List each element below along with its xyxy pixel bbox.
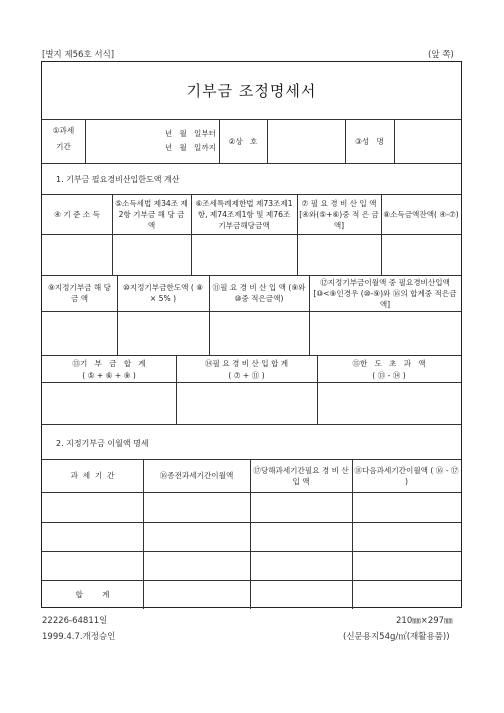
expense-inclusion-2-header: ⑪필 요 경 비 산 입 액 (⑨와⑩중 적은금액) [212, 283, 306, 303]
base-income-header: ④ 기 준 소 득 [54, 209, 100, 219]
donation-73-field[interactable] [191, 234, 297, 275]
current-inclusion-header: ⑰당해과세기간필요 경 비 산 입 액 [253, 465, 349, 486]
section2-title: 2. 지정기부금 이월액 명세 [56, 439, 149, 448]
table-row-1-next[interactable] [352, 492, 461, 522]
form-title: 기부금 조정명세서 [186, 82, 317, 100]
section1-title: 1. 기부금 필요경비산입한도액 계산 [56, 175, 180, 184]
next-carryover-header: ⑱다음과세기간이월액 ( ⑯ - ⑰ ) [354, 465, 459, 486]
donation-total-formula: ( ⑤ + ⑥ + ⑨ ) [82, 370, 136, 380]
table-row-2-prior[interactable] [143, 522, 250, 551]
table-row-3-prior[interactable] [143, 551, 250, 580]
designated-limit-field[interactable] [117, 311, 209, 355]
period-label-2: 기간 [56, 141, 71, 151]
page-side: (앞 쪽) [428, 50, 454, 60]
prior-carryover-header: ⑯종전과세기간이월액 [159, 471, 234, 480]
carryover-inclusion-header: ⑫지정기부금이월액 중 필요경비산입액[⑩<⑨인경우 (⑩-⑨)와 ⑯의 합계중 적은금액] [313, 277, 457, 309]
table-row-3-period[interactable] [42, 551, 143, 580]
company-field[interactable] [267, 119, 345, 163]
form-code: 22226-64811일 [42, 616, 108, 626]
excess-amount-header: ⑮한 도 초 과 액 [352, 358, 426, 368]
income-balance-header: ⑧소득금액잔액( ④-⑦) [383, 209, 459, 219]
donation-73-header: ⑥조세특례제한법 제73조제1항, 제74조제1항 및 제76조 기부금해당금액 [195, 198, 293, 230]
donation-34-header: ⑤소득세법 제34조 제2항 기부금 해 당 금 액 [115, 198, 188, 230]
base-income-field[interactable] [42, 234, 112, 275]
total-current-field[interactable] [250, 580, 352, 608]
table-row-1-prior[interactable] [143, 492, 250, 522]
period-to[interactable]: 년 월 일까지 [164, 142, 216, 152]
donation-total-field[interactable] [42, 382, 176, 424]
period-label: ①과세 [52, 125, 75, 135]
expense-inclusion-field[interactable] [297, 234, 381, 275]
designated-donation-field[interactable] [42, 311, 117, 355]
designated-limit-header: ⑩지정기부금한도액 ( ⑧ × 5% ) [122, 283, 204, 303]
table-row-2-current[interactable] [250, 522, 352, 551]
table-row-3-current[interactable] [250, 551, 352, 580]
table-row-2-next[interactable] [352, 522, 461, 551]
designated-donation-header: ⑨지정기부금 해 당 금 액 [48, 283, 111, 303]
paper-spec: (신문용지54g/㎡(재활용품)) [343, 632, 450, 642]
expense-inclusion-2-field[interactable] [209, 311, 309, 355]
name-label: ③성 명 [355, 136, 384, 146]
table-row-1-current[interactable] [250, 492, 352, 522]
table-row-3-next[interactable] [352, 551, 461, 580]
table-row-1-period[interactable] [42, 492, 143, 522]
total-next-field[interactable] [352, 580, 461, 608]
total-row-label: 합 계 [75, 589, 110, 599]
form-number: [별지 제56호 서식] [42, 50, 115, 60]
total-prior-field[interactable] [143, 580, 250, 608]
income-balance-field[interactable] [381, 234, 461, 275]
name-field[interactable] [394, 119, 461, 163]
approval-date: 1999.4.7.개정승인 [42, 632, 116, 642]
inclusion-total-field[interactable] [176, 382, 317, 424]
period-from[interactable]: 년 월 일부터 [164, 128, 216, 138]
excess-amount-formula: ( ⑬ - ⑭ ) [372, 370, 406, 380]
excess-amount-field[interactable] [317, 382, 461, 424]
form-frame [41, 61, 462, 608]
inclusion-total-header: ⑭필 요 경 비 산 입 합 계 [204, 358, 289, 368]
table-row-2-period[interactable] [42, 522, 143, 551]
donation-total-header: ⑬기 부 금 합 계 [72, 358, 146, 368]
paper-size: 210㎜×297㎜ [396, 616, 453, 626]
inclusion-total-formula: ( ⑦ + ⑪ ) [228, 370, 265, 380]
expense-inclusion-header: ⑦ 필 요 경 비 산 입 액 [④와(⑤+⑥)중 적 은 금 액] [299, 198, 379, 230]
company-label: ②상 호 [228, 136, 258, 146]
carryover-inclusion-field[interactable] [309, 311, 461, 355]
donation-34-field[interactable] [112, 234, 191, 275]
period-column-header: 과 세 기 간 [70, 471, 115, 480]
